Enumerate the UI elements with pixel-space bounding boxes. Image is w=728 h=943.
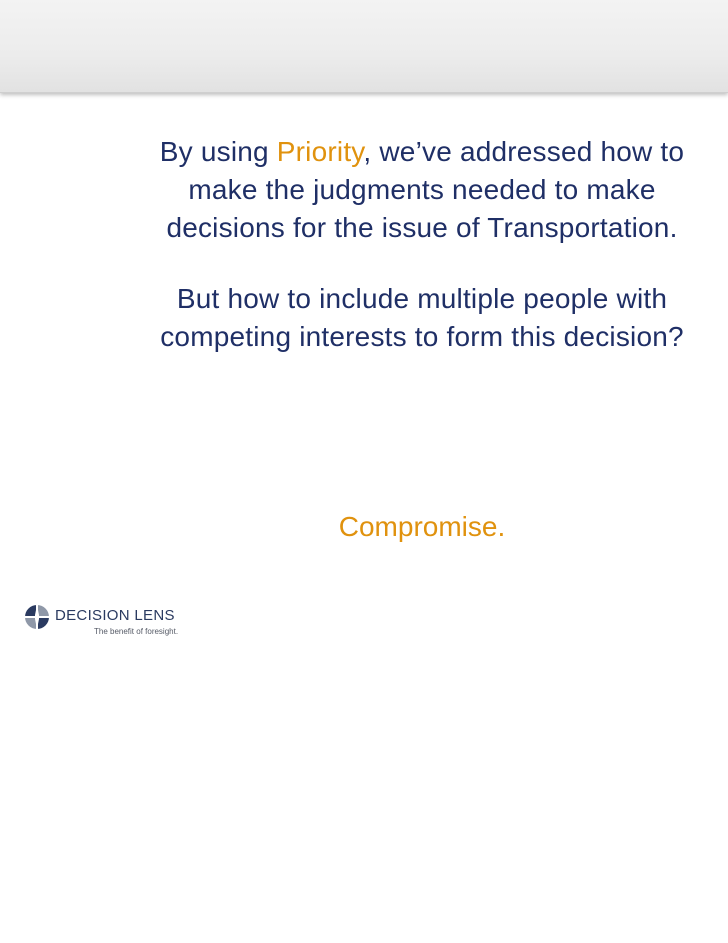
paragraph-priority-after: , we’ve addressed how to make the judgments needed to make decisions for the issue of Transportation. xyxy=(166,136,685,243)
logo-wordmark: DECISION LENS xyxy=(55,607,175,624)
paragraph-priority xyxy=(148,133,696,247)
paragraph-question: But how to include multiple people with competing interests to form this decision? xyxy=(160,283,684,352)
priority-highlight: Priority xyxy=(276,136,364,167)
logo-tagline: The benefit of foresight. xyxy=(94,627,179,636)
slide-header-bar xyxy=(0,0,728,93)
paragraph-priority-before: By using xyxy=(159,136,277,167)
decision-lens-compass-icon xyxy=(24,604,50,630)
compromise-answer: Compromise. xyxy=(338,511,506,542)
slide-body-text xyxy=(148,133,696,356)
decision-lens-logo xyxy=(24,598,184,638)
